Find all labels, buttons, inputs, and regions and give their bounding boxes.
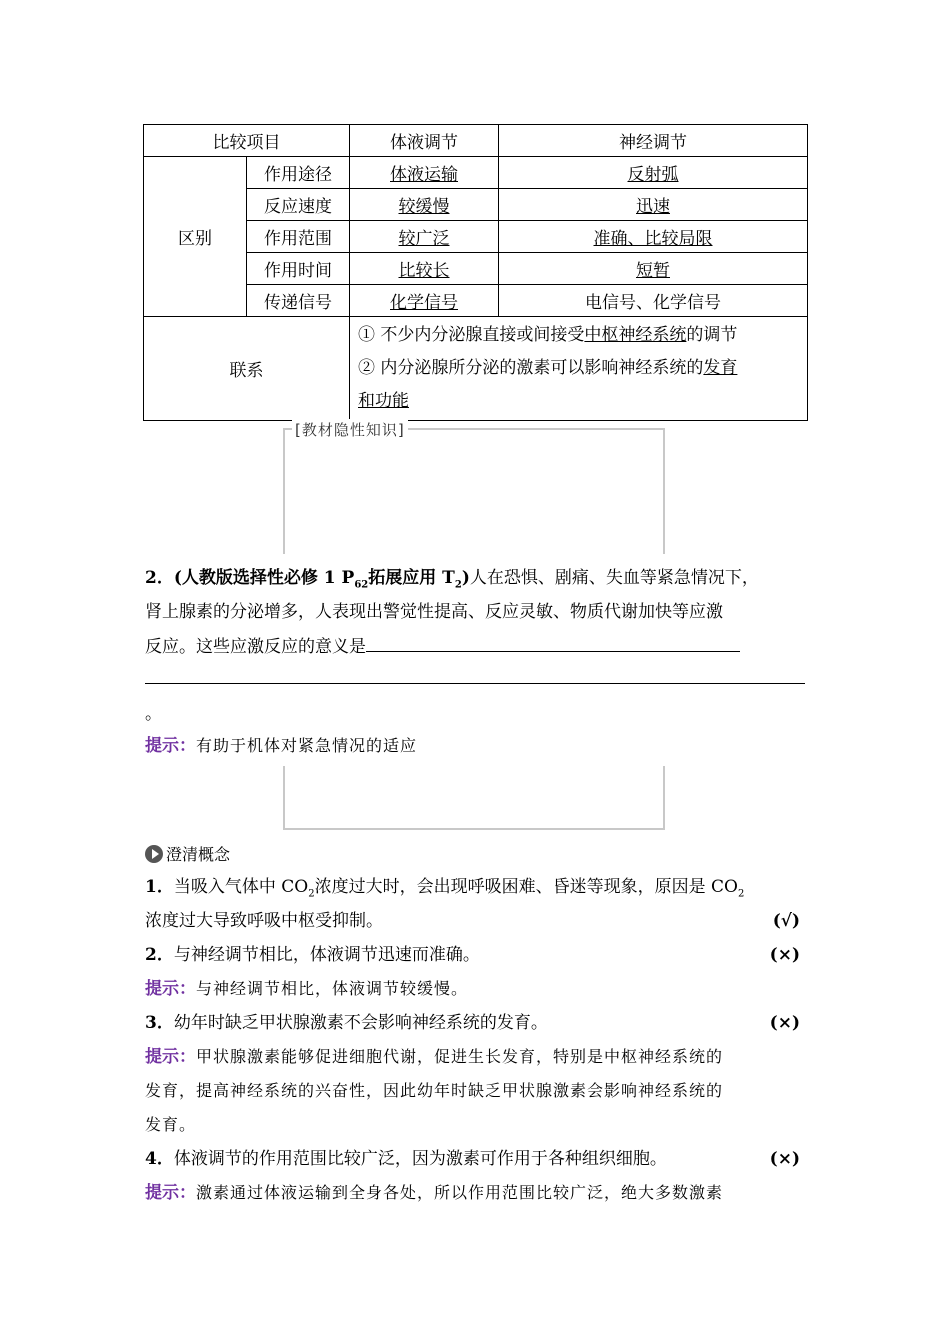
concept-item-2: 2．与神经调节相比，体液调节迅速而准确。 (×) bbox=[145, 938, 810, 972]
header-humoral: 体液调节 bbox=[350, 125, 499, 157]
answer-blank-line[interactable] bbox=[145, 683, 805, 684]
relation-label: 联系 bbox=[144, 317, 350, 421]
judgement-mark: (×) bbox=[769, 1013, 800, 1033]
row-item: 传递信号 bbox=[247, 285, 350, 317]
neural-value: 电信号、化学信号 bbox=[499, 285, 808, 317]
question-2-end: 。 bbox=[145, 704, 162, 724]
row-item: 反应速度 bbox=[247, 189, 350, 221]
concept-item-2-hint: 提示：与神经调节相比，体液调节较缓慢。 bbox=[145, 979, 469, 999]
relation-1-pre: ① 不少内分泌腺直接或间接受 bbox=[358, 325, 585, 345]
humoral-value: 体液运输 bbox=[390, 165, 458, 185]
row-item: 作用时间 bbox=[247, 253, 350, 285]
concept-item-4: 4．体液调节的作用范围比较广泛，因为激素可作用于各种组织细胞。 (×) bbox=[145, 1142, 810, 1176]
concept-item-1-line-1: 1．当吸入气体中 $CO_2$浓度过大时，会出现呼吸困难、昏迷等现象，原因是 $CO_2$ bbox=[145, 877, 745, 900]
concept-item-3-hint-2: 发育，提高神经系统的兴奋性，因此幼年时缺乏甲状腺激素会影响神经系统的 bbox=[145, 1081, 724, 1100]
judgement-mark: (×) bbox=[769, 945, 800, 965]
relation-text bbox=[350, 317, 808, 421]
table-row bbox=[144, 157, 808, 189]
relation-2-pre: ② 内分泌腺所分泌的激素可以影响神经系统的 bbox=[358, 358, 704, 378]
concept-header bbox=[145, 842, 230, 865]
humoral-value: 较广泛 bbox=[398, 229, 450, 249]
header-neural: 神经调节 bbox=[499, 125, 808, 157]
humoral-value: 化学信号 bbox=[390, 293, 458, 313]
hidden-knowledge-frame-bottom bbox=[283, 766, 665, 830]
question-2-line-2: 肾上腺素的分泌增多，人表现出警觉性提高、反应灵敏、物质代谢加快等应激 bbox=[145, 602, 723, 622]
relation-2-key-b: 和功能 bbox=[358, 391, 409, 411]
neural-value: 反射弧 bbox=[627, 165, 679, 185]
concept-item-1-line-2: 浓度过大导致呼吸中枢受抑制。 (√) bbox=[145, 904, 810, 938]
neural-value: 准确、比较局限 bbox=[593, 229, 713, 249]
relation-2-key-a: 发育 bbox=[703, 358, 738, 378]
judgement-mark: (√) bbox=[772, 911, 800, 931]
row-item: 作用范围 bbox=[247, 221, 350, 253]
relation-1-post: 的调节 bbox=[686, 325, 738, 345]
humoral-value: 较缓慢 bbox=[398, 197, 450, 217]
answer-blank[interactable] bbox=[366, 629, 740, 652]
play-icon bbox=[145, 845, 163, 863]
comparison-table bbox=[143, 124, 808, 421]
relation-row bbox=[144, 317, 808, 421]
relation-1-key: 中枢神经系统 bbox=[584, 325, 687, 345]
concept-item-3: 3．幼年时缺乏甲状腺激素不会影响神经系统的发育。 (×) bbox=[145, 1006, 810, 1040]
hidden-knowledge-label: [教材隐性知识] bbox=[292, 419, 408, 440]
header-item: 比较项目 bbox=[144, 125, 350, 157]
concept-item-3-hint-1: 提示：甲状腺激素能够促进细胞代谢，促进生长发育，特别是中枢神经系统的 bbox=[145, 1047, 724, 1067]
question-2-line-3: 反应。这些应激反应的意义是 bbox=[145, 629, 810, 664]
concept-title: 澄清概念 bbox=[166, 845, 231, 864]
group-label: 区别 bbox=[144, 157, 247, 317]
row-item: 作用途径 bbox=[247, 157, 350, 189]
neural-value: 迅速 bbox=[636, 197, 670, 217]
question-2-hint: 提示：有助于机体对紧急情况的适应 bbox=[145, 736, 418, 756]
hidden-knowledge-frame bbox=[283, 428, 665, 554]
neural-value: 短暂 bbox=[636, 261, 670, 281]
concept-item-4-hint: 提示：激素通过体液运输到全身各处，所以作用范围比较广泛，绝大多数激素 bbox=[145, 1183, 724, 1203]
humoral-value: 比较长 bbox=[398, 261, 450, 281]
question-2-line-1: 2．(人教版选择性必修 1 $P_{62}$拓展应用 $T_2$)人在恐惧、剧痛、失血等紧急情况下， bbox=[145, 568, 759, 591]
concept-item-3-hint-3: 发育。 bbox=[145, 1115, 197, 1134]
table-header-row bbox=[144, 125, 808, 157]
judgement-mark: (×) bbox=[769, 1149, 800, 1169]
